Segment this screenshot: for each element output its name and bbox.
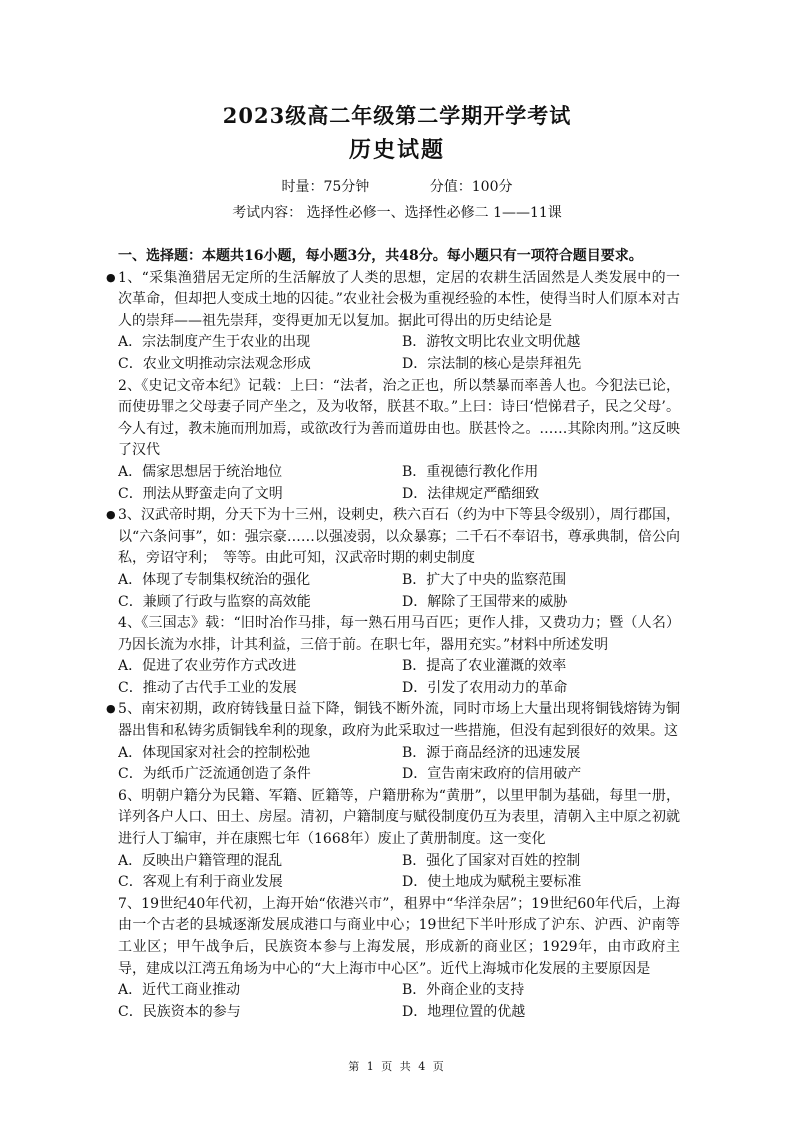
- exam-title: 2023级高二年级第二学期开学考试: [222, 103, 572, 128]
- option-grid: [118, 570, 680, 613]
- answer-option: A．反映出户籍管理的混乱: [118, 852, 283, 869]
- answer-option: B．外商企业的支持: [402, 982, 525, 999]
- answer-option: A．宗法制度产生于农业的出现: [118, 334, 311, 351]
- question-stem: 7、19世纪40年代初，上海开始“依港兴市”，租界中“华洋杂居”；19世纪60年代后，上海由一个古老的县城逐渐发展成港口与商业中心；19世纪下半叶形成了沪东、沪西、沪南等工业区；甲午战争后，民族资本参与上海发展，形成新的商业区；1929年，由市政府主导，建成以江湾五角场为中心的“大上海市中心区”。近代上海城市化发展的主要原因是: [118, 895, 680, 977]
- answer-option: D．地理位置的优越: [402, 1003, 526, 1020]
- option-grid: [118, 462, 680, 505]
- question: [118, 786, 680, 894]
- answer-option: C．刑法从野蛮走向了文明: [118, 485, 283, 502]
- bullet-marker-icon: ●: [106, 508, 116, 522]
- answer-option: D．宗法制的核心是崇拜祖先: [402, 355, 582, 372]
- answer-option: D．法律规定严酷细致: [402, 485, 540, 502]
- answer-option: C．为纸币广泛流通创造了条件: [118, 766, 311, 783]
- option-grid: [118, 656, 680, 699]
- question: [118, 894, 680, 1024]
- exam-scope: 考试内容： 选择性必修一、选择性必修二 1——11课: [232, 205, 562, 221]
- question-list: [106, 246, 680, 1023]
- question-stem: 5、南宋初期，政府铸钱量日益下降，铜钱不断外流，同时市场上大量出现将铜钱熔铸为铜器出售和私铸劣质铜钱牟利的现象，政府为此采取过一些措施，但没有起到很好的效果。这: [118, 701, 680, 740]
- answer-option: D．引发了农用动力的革命: [402, 679, 568, 696]
- bullet-marker-icon: ●: [106, 270, 116, 284]
- answer-option: D．宣告南宋政府的信用破产: [402, 766, 582, 783]
- question-stem: 6、明朝户籍分为民籍、军籍、匠籍等，户籍册称为“黄册”，以里甲制为基础，每里一册，详列各户人口、田土、房屋。清初，户籍制度与赋役制度仍互为表里，清朝入主中原之初就进行人丁编审，并在康熙七年（1668年）废止了黄册制度。这一变化: [118, 787, 680, 848]
- question: [106, 505, 680, 613]
- question: [106, 268, 680, 376]
- answer-option: A．近代工商业推动: [118, 982, 241, 999]
- exam-subject: 历史试题: [348, 137, 445, 163]
- answer-option: B．重视德行教化作用: [402, 463, 539, 480]
- answer-option: B．强化了国家对百姓的控制: [402, 852, 581, 869]
- answer-option: D．使土地成为赋税主要标准: [402, 874, 582, 891]
- answer-option: A．促进了农业劳作方式改进: [118, 658, 297, 675]
- bullet-marker-icon: ●: [106, 702, 116, 716]
- question-stem: 4、《三国志》载：“旧时冶作马排，每一熟石用马百匹；更作人排，又费功力；暨（人名）乃因长流为水排，计其利益，三倍于前。在职七年，器用充实。”材料中所述发明: [118, 615, 680, 653]
- answer-option: C．客观上有利于商业发展: [118, 874, 283, 891]
- question-stem: 3、汉武帝时期，分天下为十三州，设刺史，秩六百石（约为中下等县令级别），周行郡国，以“六条问事”，如：强宗豪……以强凌弱，以众暴寡；二千石不奉诏书，尊承典制，倍公向私，旁诏守利； 等等。由此可知，汉武帝时期的刺史制度: [118, 507, 680, 567]
- page-footer: 第 1 页 共 4 页: [348, 1060, 446, 1073]
- answer-option: C．民族资本的参与: [118, 1003, 241, 1020]
- answer-option: B．扩大了中央的监察范围: [402, 571, 567, 588]
- answer-option: D．解除了王国带来的威胁: [402, 593, 568, 610]
- exam-meta: [0, 176, 794, 196]
- exam-score: 分值：100分: [429, 179, 513, 195]
- exam-time: 时量：75分钟: [281, 179, 370, 195]
- question-stem: 1、“采集渔猎居无定所的生活解放了人类的思想，定居的农耕生活固然是人类发展中的一次革命，但却把人变成土地的囚徒。”农业社会极为重视经验的本性，使得当时人们原本对古人的崇拜——祖先崇拜，变得更加无以复加。据此可得出的历史结论是: [118, 269, 680, 329]
- answer-option: B．源于商品经济的迅速发展: [402, 744, 581, 761]
- option-grid: [118, 851, 680, 894]
- answer-option: C．兼顾了行政与监察的高效能: [118, 593, 311, 610]
- option-grid: [118, 743, 680, 786]
- question: [118, 613, 680, 699]
- option-grid: [118, 332, 680, 375]
- answer-option: A．体现国家对社会的控制松弛: [118, 744, 311, 761]
- option-grid: [118, 980, 680, 1023]
- section-heading: 一、选择题：本题共16小题，每小题3分，共48分。每小题只有一项符合题目要求。: [118, 248, 643, 264]
- answer-option: C．推动了古代手工业的发展: [118, 679, 297, 696]
- answer-option: A．儒家思想居于统治地位: [118, 463, 283, 480]
- answer-option: B．提高了农业灌溉的效率: [402, 658, 567, 675]
- answer-option: C．农业文明推动宗法观念形成: [118, 355, 311, 372]
- question: [106, 699, 680, 785]
- answer-option: A．体现了专制集权统治的强化: [118, 571, 311, 588]
- question-stem: 2、《史记文帝本纪》记载：上曰：“法者，治之正也，所以禁暴而率善人也。今犯法已论，而使毋罪之父母妻子同产坐之，及为收帑，朕甚不取。”上曰：诗曰‘恺悌君子，民之父母’。今人有过，教未施而刑加焉，或欲改行为善而道毋由也。朕甚怜之。……其除肉刑。”这反映了汉代: [118, 377, 680, 459]
- answer-option: B．游牧文明比农业文明优越: [402, 334, 581, 351]
- question: [118, 376, 680, 506]
